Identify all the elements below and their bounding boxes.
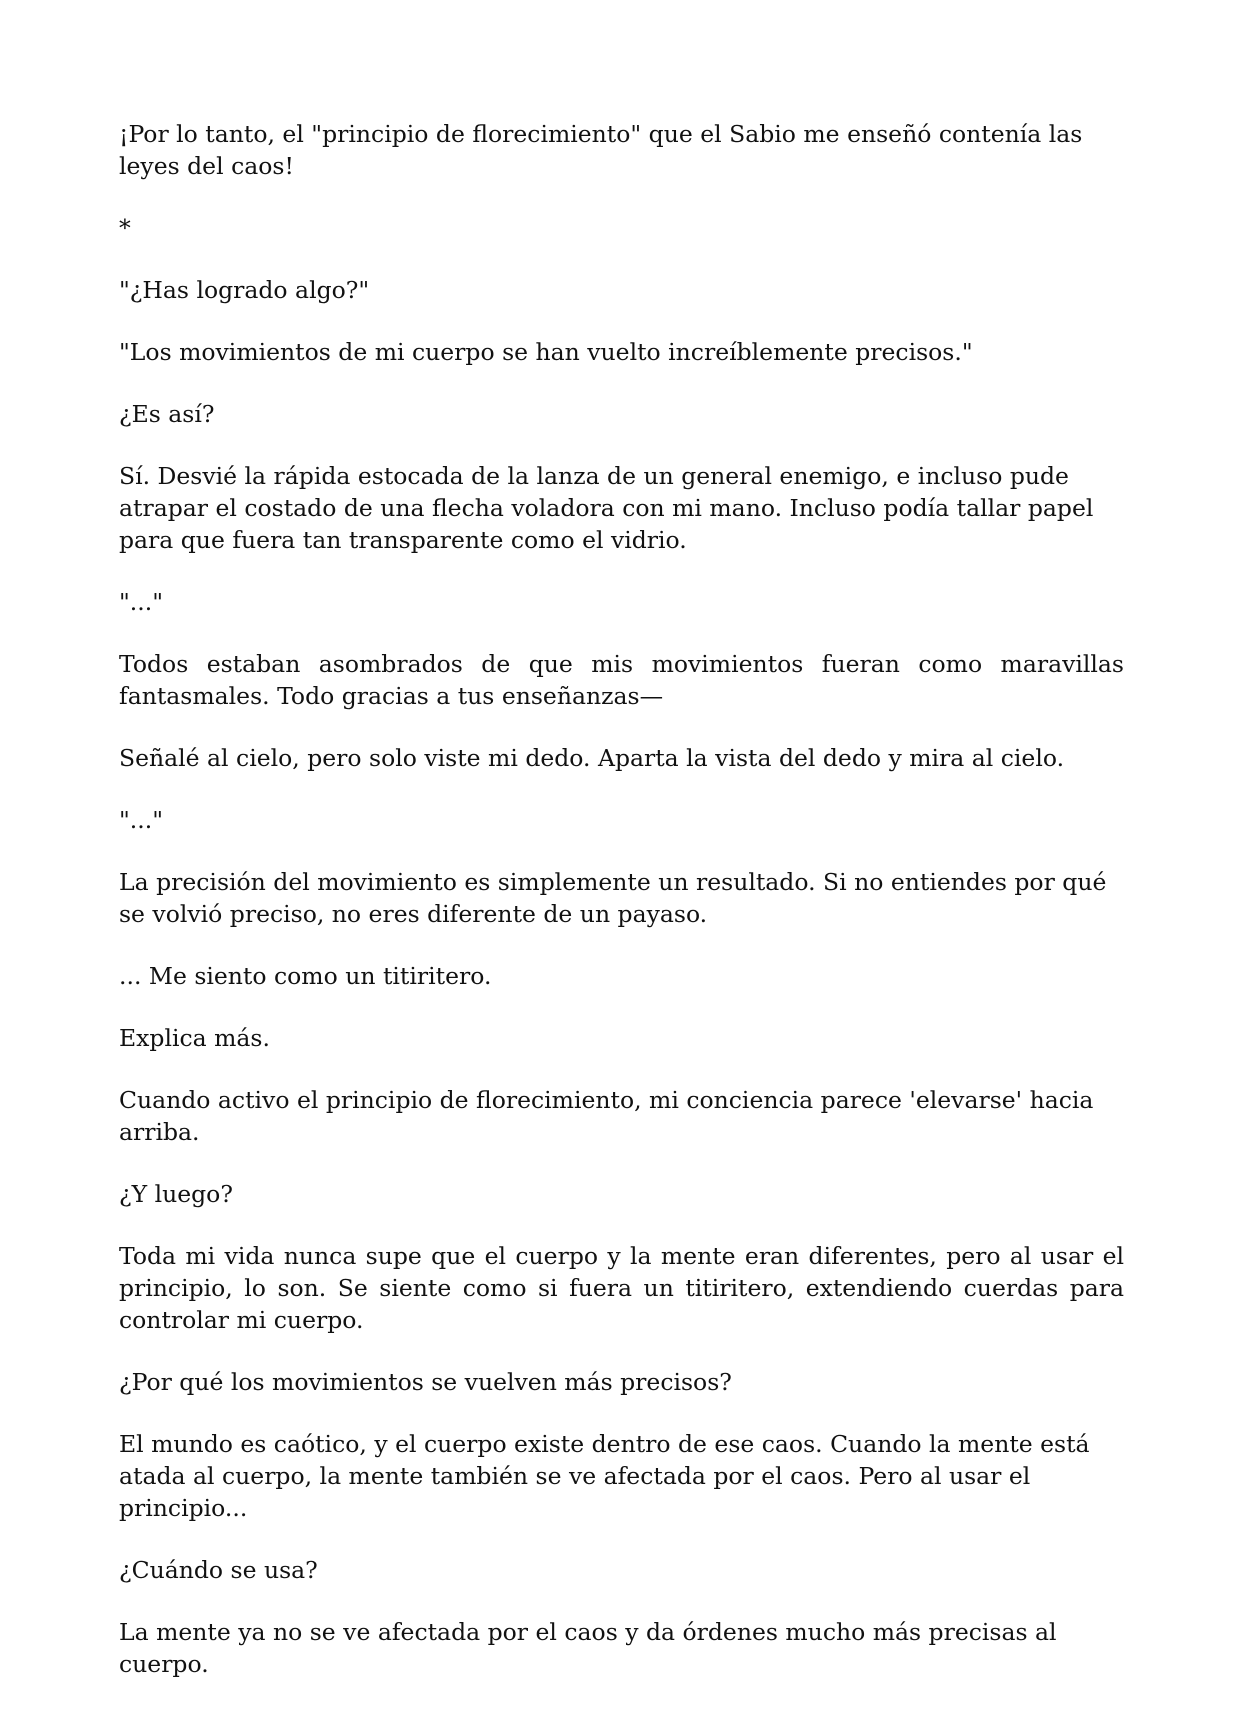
- paragraph: ¡Por lo tanto, el "principio de florecimiento" que el Sabio me enseñó contenía las leyes del caos!: [119, 120, 1083, 180]
- paragraph: Explica más.: [119, 1024, 270, 1052]
- paragraph: Sí. Desvié la rápida estocada de la lanza de un general enemigo, e incluso pude atrapar el costado de una flecha voladora con mi mano. Incluso podía tallar papel para que fuera tan transparente como el vidrio.: [119, 462, 1094, 554]
- paragraph: ¿Es así?: [119, 400, 215, 428]
- paragraph: Cuando activo el principio de florecimiento, mi conciencia parece 'elevarse' hacia arriba.: [119, 1086, 1094, 1146]
- paragraph: "...": [119, 588, 164, 616]
- paragraph: La mente ya no se ve afectada por el caos y da órdenes mucho más precisas al cuerpo.: [119, 1618, 1057, 1678]
- paragraph: "¿Has logrado algo?": [119, 276, 370, 304]
- paragraph: Toda mi vida nunca supe que el cuerpo y la mente eran diferentes, pero al usar el principio, lo son. Se siente como si fuera un titiritero, extendiendo cuerdas para controlar mi cuerpo.: [119, 1242, 1124, 1334]
- paragraph: ¿Y luego?: [119, 1180, 233, 1208]
- paragraph: "...": [119, 806, 164, 834]
- paragraph: "Los movimientos de mi cuerpo se han vuelto increíblemente precisos.": [119, 338, 973, 366]
- paragraph: Todos estaban asombrados de que mis movimientos fueran como maravillas fantasmales. Todo gracias a tus enseñanzas—: [119, 650, 1124, 710]
- paragraph: La precisión del movimiento es simplemente un resultado. Si no entiendes por qué se volvió preciso, no eres diferente de un payaso.: [119, 868, 1107, 928]
- paragraph: ... Me siento como un titiritero.: [119, 962, 492, 990]
- paragraph: Señalé al cielo, pero solo viste mi dedo. Aparta la vista del dedo y mira al cielo.: [119, 744, 1065, 772]
- paragraph: El mundo es caótico, y el cuerpo existe dentro de ese caos. Cuando la mente está atada al cuerpo, la mente también se ve afectada por el caos. Pero al usar el principio...: [119, 1430, 1090, 1522]
- paragraph: ¿Cuándo se usa?: [119, 1556, 318, 1584]
- document-body: [119, 118, 1124, 1710]
- scene-break: *: [119, 214, 131, 242]
- paragraph: ¿Por qué los movimientos se vuelven más precisos?: [119, 1368, 732, 1396]
